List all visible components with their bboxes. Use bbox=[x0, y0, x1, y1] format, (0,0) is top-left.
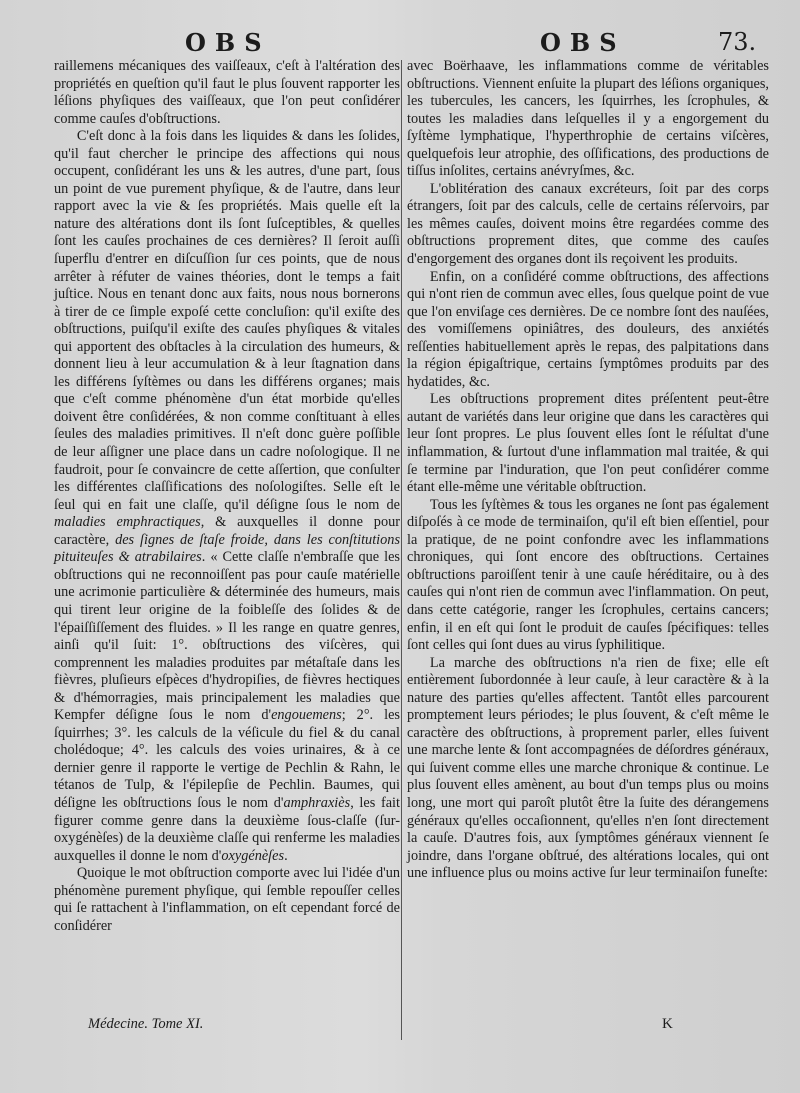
left-paragraph-2-end: . bbox=[284, 847, 288, 864]
left-paragraph-2-cont-3: , les fait figurer comme genre dans la deuxième ſous-claſſe (ſur-oxygénèſes) de la deuxième claſſe qui renferme les maladies auxquelles il donne le nom d' bbox=[54, 794, 400, 864]
left-paragraph-2 bbox=[54, 128, 400, 865]
left-paragraph-2-cont: . « Cette claſſe n'embraſſe que les obſtructions qui ne reconnoiſſent pas pour cauſe matérielle une acrimonie particulière & déterminée des humeurs, mais qui tirent leur origine de la foibleſſe des ſolides & de l'épaiſſiſſement des fluides. » Il les range en quatre genres, ainſi qu'il ſuit: 1°. obſtructions des viſcères, qui comprennent les maladies produites par métaſtaſe dans les fièvres, pluſieurs eſpèces d'hydropiſies, de fièvres hectiques & d'hémorragies, mais principalement les maladies que Kempfer déſigne ſous le nom d' bbox=[54, 549, 400, 724]
left-paragraph-2-italic-4: amphraxiès bbox=[283, 794, 351, 811]
right-paragraph-3: Enfin, on a conſidéré comme obſtructions, des affections qui n'ont rien de commun avec elles, ſous quelque point de vue que l'on enviſage ces dernières. De ce nombre ſont des nauſées, des vomiſſemens opiniâtres, des douleurs, des anxiétés reſſenties habituellement après le repas, des palpitations dans la région épigaſtrique, certains ſymptômes produits par des hydatides, &c. bbox=[407, 268, 769, 390]
page-number: 73. bbox=[718, 28, 757, 56]
right-paragraph-4: Les obſtructions proprement dites préſentent peut-être autant de variétés dans leur origine que dans les caractères qui leur ſont propres. Le plus ſouvent elles ſont le réſultat d'une inflammation, & ſurtout d'une inflammation mal traitée, & qui ſe termine par l'induration, que l'on peut conſidérer comme étant elle-même une véritable obſtruction. bbox=[407, 391, 769, 496]
right-column bbox=[407, 58, 769, 883]
right-paragraph-2: L'oblitération des canaux excréteurs, ſoit par des corps étrangers, ſoit par des calculs, celle de certains réſervoirs, par les mêmes cauſes, doivent moins être regardées comme des obſtructions proprement dites, que comme des cauſes d'engorgement des organes dont ils reçoivent les produits. bbox=[407, 180, 769, 268]
column-divider bbox=[401, 60, 402, 1040]
left-paragraph-2-text: C'eſt donc à la fois dans les liquides & dans les ſolides, qu'il faut chercher le principe des affections qui nous occupent, conſidérant les uns & les autres, d'une part, ſous un point de vue purement phyſique, & de l'autre, dans leur rapport avec la vie & ſes propriétés. Mais quelle eſt la nature des altérations dont ils ſont ſuſceptibles, & quelles ſont les cauſes prochaines de ces dernières? Il ſeroit auſſi ſuperflu d'entrer en diſcuſſion ſur ces points, que de nous arrêter à réfuter de vaines théories, dont le temps a fait juſtice. Nous en tenant donc aux faits, nous nous bornerons à tirer de ce ſimple expoſé cette concluſion: qu'il exiſte des obſtructions, puiſqu'il exiſte des cauſes phyſiques & vitales qui apportent des obſtacles à la circulation des humeurs, & donnent lieu à leur accumulation & à leur ſtagnation dans les différens ſyſtèmes ou dans les différens organes; mais que c'eſt comme phénomène d'un état morbide qu'elles doivent être conſidérées, & non comme conſtituant à elles ſeules des maladies primitives. Il n'eſt donc guère poſſible de leur aſſigner une place dans un cadre noſologique. Il ne faudroit, pour ſe convaincre de cette aſſertion, que conſulter les différentes claſſifications des noſologiſtes. Selle eſt le ſeul qui en fait une claſſe, qu'il déſigne ſous le nom de bbox=[54, 128, 400, 513]
left-paragraph-1: raillemens mécaniques des vaiſſeaux, c'eſt à l'altération des propriétés en queſtion qu'il faut le plus ſouvent rapporter les léſions phyſiques des vaiſſeaux, que l'on peut conſidérer comme cauſes d'obſtructions. bbox=[54, 58, 400, 127]
right-paragraph-1: avec Boërhaave, les inflammations comme de véritables obſtructions. Viennent enſuite la plupart des léſions organiques, les tubercules, les cancers, les ſquirrhes, les ſcrophules, & toutes les maladies dans leſquelles il y a engorgement du ſyſtème lymphatique, l'hyperthrophie de certains viſcères, quelquefois leur atrophie, des oſſifications, des productions de tiſſus inſolites, certains anévryſmes, &c. bbox=[407, 58, 769, 180]
left-paragraph-2-italic-1: maladies emphractiques bbox=[54, 514, 201, 531]
right-paragraph-6: La marche des obſtructions n'a rien de fixe; elle eſt entièrement ſubordonnée à leur cauſe, à leur caractère & à la nature des parties qu'elles affectent. Tantôt elles parcourent promptement leurs périodes; le plus ſouvent, & c'eſt même le caractère des obſtructions, à proprement parler, elles ſuivent une marche lente & ſont accompagnées de déſordres généraux, qui ſuivent comme elles une marche chronique & continue. Le plus ſouvent elles amènent, au bout d'un temps plus ou moins long, une mort qui paroît plutôt être la ſuite des dérangemens généraux qu'elles occaſionnent, qu'elles n'en ſont directement la cauſe. D'autres fois, aux ſymptômes généraux viennent ſe joindre, dans l'organe obſtrué, des altérations locales, qui ont une influence plus ou moins active ſur leur terminaiſon funeſte: bbox=[407, 654, 769, 882]
left-paragraph-2-cont-2: ; 2°. les ſquirrhes; 3°. les calculs de la véſicule du fiel & du canal cholédoque; 4°. les calculs des voies urinaires, & à ce dernier genre il rapporte le vertige de Pechlin & Rahn, le tétanos de Tulp, & l'épilepſie de Pechlin. Baumes, qui déſigne les obſtructions ſous le nom d' bbox=[54, 707, 400, 811]
signature-line: Médecine. Tome XI. bbox=[88, 1016, 204, 1032]
right-paragraph-5: Tous les ſyſtèmes & tous les organes ne ſont pas également diſpoſés à ce mode de terminaiſon, qu'il eſt bien eſſentiel, pour la pratique, de ne point confondre avec les inflammations chroniques, qui ſont encore des obſtructions. Certaines obſtructions paroiſſent tenir à une cauſe héréditaire, ou à des cauſes qui n'ont rien de commun avec l'inflammation. On peut, dans cette catégorie, ranger les ſcrophules, certains cancers; enfin, il en eſt qui ſont le produit de cauſes ſpécifiques: telles ſont celles qui ſont dues au virus ſyphilitique. bbox=[407, 496, 769, 654]
running-head-left: OBS bbox=[185, 28, 271, 57]
left-paragraph-3: Quoique le mot obſtruction comporte avec lui l'idée d'un phénomène purement phyſique, qui ſemble repouſſer celles qui ſe rattachent à l'inflammation, on eſt cependant forcé de conſidérer bbox=[54, 865, 400, 934]
left-column bbox=[54, 58, 400, 935]
left-paragraph-2-italic-3: engouemens bbox=[271, 707, 342, 724]
left-paragraph-2-italic-2: des ſignes de ſtaſe froide, dans les conſtitutions pituiteuſes & atrabilaires bbox=[54, 531, 401, 566]
signature-mark: K bbox=[662, 1016, 673, 1032]
left-paragraph-2-italic-5: oxygénèſes bbox=[221, 847, 285, 864]
left-paragraph-2-mid: , & auxquelles il donne pour caractère, bbox=[54, 514, 401, 548]
running-head-right: OBS bbox=[540, 28, 626, 57]
